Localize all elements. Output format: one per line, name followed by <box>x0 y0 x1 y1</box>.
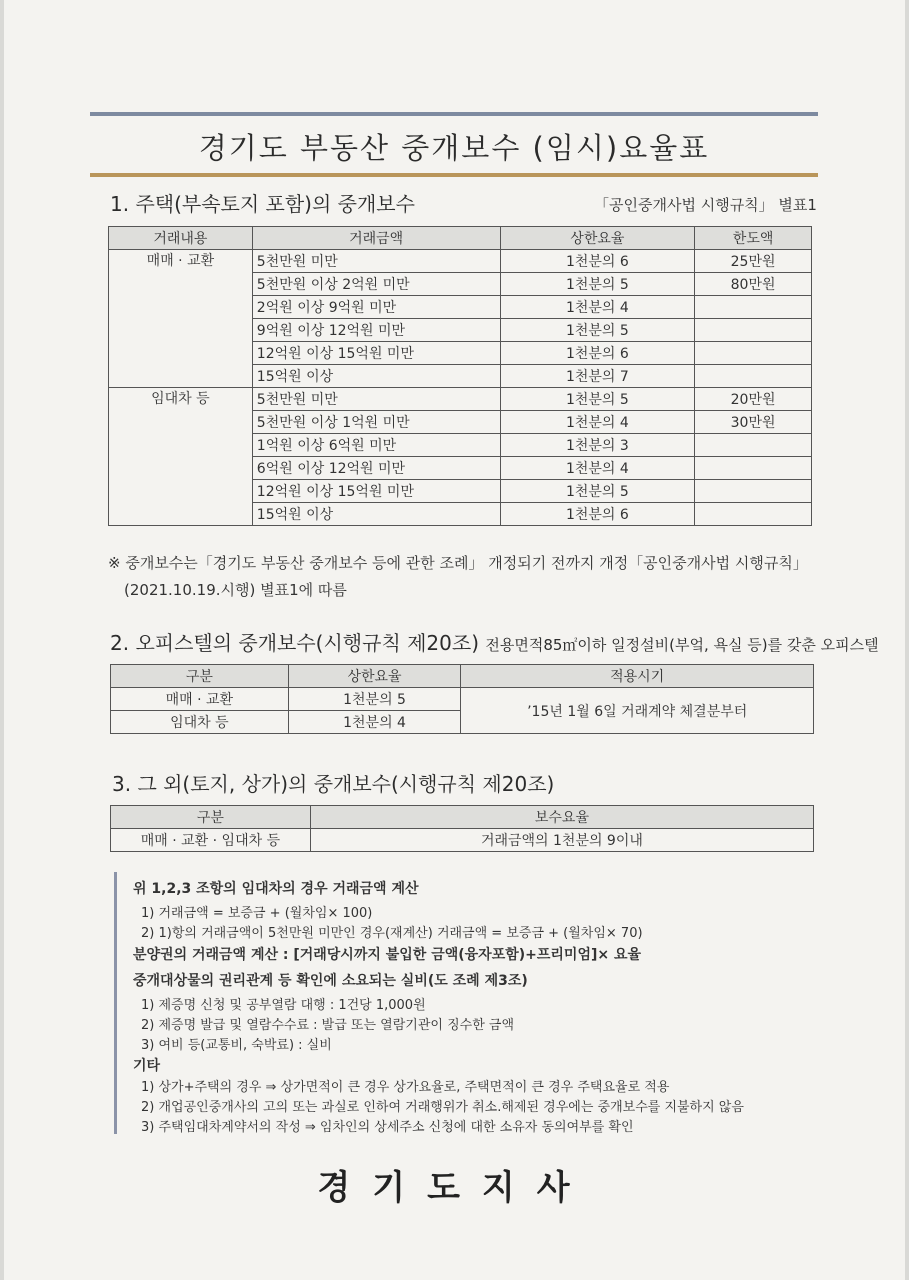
col-header: 거래내용 <box>109 227 253 250</box>
col-header: 한도액 <box>695 227 812 250</box>
transaction-type-cell: 임대차 등 <box>109 388 253 526</box>
rate-cell: 1천분의 4 <box>500 457 695 480</box>
section1-note-line2: (2021.10.19.시행) 별표1에 따름 <box>124 581 347 599</box>
rate-cell: 1천분의 4 <box>500 411 695 434</box>
transaction-type-cell: 매매 · 교환 <box>109 250 253 388</box>
note-item: 3) 여비 등(교통비, 숙박료) : 실비 <box>141 1038 332 1053</box>
table-row <box>109 388 812 411</box>
amount-cell: 12억원 이상 15억원 미만 <box>252 480 500 503</box>
note-item: 1) 거래금액 = 보증금 + (월차임× 100) <box>141 906 373 921</box>
rate-cell: 1천분의 4 <box>500 296 695 319</box>
table-row <box>111 688 814 711</box>
limit-cell <box>695 457 812 480</box>
table-row <box>109 250 812 273</box>
note-item: 1) 상가+주택의 경우 ⇒ 상가면적이 큰 경우 상가요율로, 주택면적이 큰 경우 주택요율로 적용 <box>141 1080 670 1095</box>
amount-cell: 1억원 이상 6억원 미만 <box>252 434 500 457</box>
note-heading: 분양권의 거래금액 계산 : [거래당시까지 불입한 금액(융자포함)+프리미엄]× 요율 <box>133 947 642 963</box>
page-title: 경기도 부동산 중개보수 (임시)요율표 <box>198 131 710 165</box>
rate-cell: 1천분의 5 <box>500 319 695 342</box>
section1-heading: 1. 주택(부속토지 포함)의 중개보수 <box>110 192 415 216</box>
note-item: 1) 제증명 신청 및 공부열람 대행 : 1건당 1,000원 <box>141 998 426 1013</box>
rate-cell: 1천분의 6 <box>500 503 695 526</box>
housing-fee-table <box>108 226 812 526</box>
title-bottom-rule <box>90 173 818 177</box>
note-item: 2) 제증명 발급 및 열람수수료 : 발급 또는 열람기관이 징수한 금액 <box>141 1018 514 1033</box>
signature: 경기도지사 <box>317 1168 592 1208</box>
note-heading: 기타 <box>133 1058 161 1074</box>
title-block <box>90 112 818 177</box>
note-heading: 위 1,2,3 조항의 임대차의 경우 거래금액 계산 <box>133 881 419 897</box>
amount-cell: 9억원 이상 12억원 미만 <box>252 319 500 342</box>
amount-cell: 5천만원 이상 2억원 미만 <box>252 273 500 296</box>
limit-cell <box>695 434 812 457</box>
col-header: 거래금액 <box>252 227 500 250</box>
rate-cell: 거래금액의 1천분의 9이내 <box>310 829 813 852</box>
col-header: 보수요율 <box>310 806 813 829</box>
note-item: 2) 개업공인중개사의 고의 또는 과실로 인하여 거래행위가 취소.해제된 경우에는 중개보수를 지불하지 않음 <box>141 1100 744 1115</box>
section2-heading-text: 2. 오피스텔의 중개보수(시행규칙 제20조) <box>110 631 480 655</box>
note-item: 3) 주택임대차계약서의 작성 ⇒ 임차인의 상세주소 신청에 대한 소유자 동의여부를 확인 <box>141 1120 634 1135</box>
limit-cell <box>695 503 812 526</box>
rate-cell: 1천분의 6 <box>500 250 695 273</box>
limit-cell <box>695 296 812 319</box>
rate-cell: 1천분의 5 <box>500 388 695 411</box>
amount-cell: 15억원 이상 <box>252 503 500 526</box>
limit-cell <box>695 480 812 503</box>
rate-cell: 1천분의 4 <box>288 711 461 734</box>
col-header: 상한요율 <box>288 665 461 688</box>
type-cell: 매매 · 교환 · 임대차 등 <box>111 829 311 852</box>
amount-cell: 2억원 이상 9억원 미만 <box>252 296 500 319</box>
section3-heading: 3. 그 외(토지, 상가)의 중개보수(시행규칙 제20조) <box>112 772 555 796</box>
type-cell: 매매 · 교환 <box>111 688 289 711</box>
table-row <box>111 829 814 852</box>
rate-cell: 1천분의 5 <box>288 688 461 711</box>
rate-cell: 1천분의 6 <box>500 342 695 365</box>
notes-box <box>114 872 817 1134</box>
col-header: 구분 <box>111 806 311 829</box>
type-cell: 임대차 등 <box>111 711 289 734</box>
section1-note-line1: ※ 중개보수는「경기도 부동산 중개보수 등에 관한 조례」 개정되기 전까지 개정「공인중개사법 시행규칙」 <box>108 554 808 572</box>
table-header-row <box>109 227 812 250</box>
col-header: 구분 <box>111 665 289 688</box>
limit-cell: 30만원 <box>695 411 812 434</box>
col-header: 상한요율 <box>500 227 695 250</box>
amount-cell: 6억원 이상 12억원 미만 <box>252 457 500 480</box>
limit-cell <box>695 342 812 365</box>
rate-cell: 1천분의 5 <box>500 273 695 296</box>
limit-cell: 25만원 <box>695 250 812 273</box>
applied-cell: ’15년 1월 6일 거래계약 체결분부터 <box>461 688 814 734</box>
amount-cell: 5천만원 미만 <box>252 250 500 273</box>
limit-cell: 80만원 <box>695 273 812 296</box>
officetel-fee-table <box>110 664 814 734</box>
limit-cell <box>695 319 812 342</box>
note-heading: 중개대상물의 권리관계 등 확인에 소요되는 실비(도 조례 제3조) <box>133 973 528 989</box>
amount-cell: 15억원 이상 <box>252 365 500 388</box>
rate-cell: 1천분의 7 <box>500 365 695 388</box>
amount-cell: 5천만원 이상 1억원 미만 <box>252 411 500 434</box>
section2-subnote: 전용면적85㎡이하 일정설비(부엌, 욕실 등)를 갖춘 오피스텔 <box>485 636 879 654</box>
section1-reference: 「공인중개사법 시행규칙」 별표1 <box>594 196 817 214</box>
rate-cell: 1천분의 5 <box>500 480 695 503</box>
col-header: 적용시기 <box>461 665 814 688</box>
note-item: 2) 1)항의 거래금액이 5천만원 미만인 경우(재계산) 거래금액 = 보증금 + (월차임× 70) <box>141 926 643 941</box>
amount-cell: 5천만원 미만 <box>252 388 500 411</box>
other-fee-table <box>110 805 814 852</box>
limit-cell: 20만원 <box>695 388 812 411</box>
rate-cell: 1천분의 3 <box>500 434 695 457</box>
amount-cell: 12억원 이상 15억원 미만 <box>252 342 500 365</box>
section2-heading <box>110 627 879 656</box>
table-header-row <box>111 806 814 829</box>
limit-cell <box>695 365 812 388</box>
table-header-row <box>111 665 814 688</box>
